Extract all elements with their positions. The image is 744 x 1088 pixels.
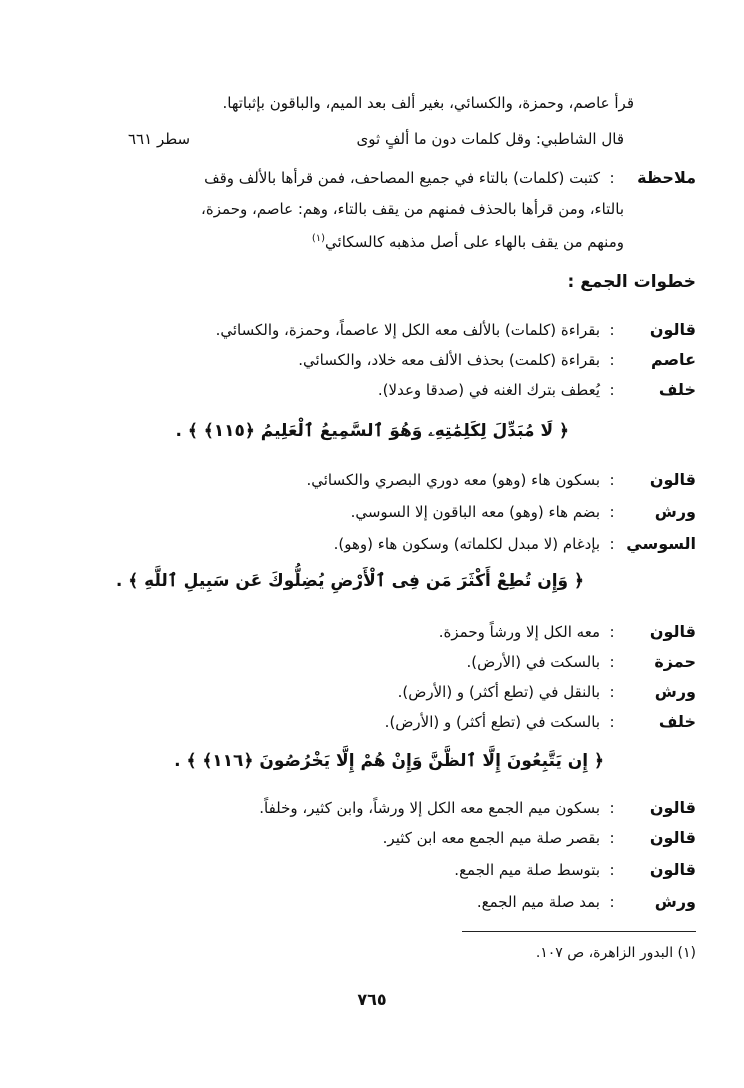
reader-label: ورش — [654, 682, 696, 701]
list-item — [378, 378, 696, 402]
reader-label: خلف — [658, 380, 696, 399]
quran-verse-2: ﴿ وَإِن تُطِعْ أَكْثَرَ مَن فِى ٱلْأَرْضِ يُضِلُّوكَ عَن سَبِيلِ ٱللَّهِ ﴾ . — [115, 571, 584, 591]
reader-label: خلف — [658, 712, 696, 731]
reader-label: قالون — [649, 622, 696, 641]
page-number: ٧٦٥ — [357, 990, 387, 1009]
list-item — [439, 620, 696, 644]
item-colon: : — [609, 351, 615, 369]
quran-verse-3: ﴿ إِن يَتَّبِعُونَ إِلَّا ٱلظَّنَّ وَإِنْ هُمْ إِلَّا يَخْرُصُونَ ﴿١١٦﴾ ﴾ . — [174, 751, 604, 771]
reading-text: بضم هاء (وهو) معه الباقون إلا السوسي. — [350, 503, 600, 521]
list-item — [398, 680, 696, 704]
reader-label: قالون — [649, 828, 696, 847]
list-item — [259, 796, 696, 820]
item-colon: : — [609, 471, 615, 489]
reading-text: بمد صلة ميم الجمع. — [476, 893, 600, 911]
note-line-3-wrap — [312, 228, 624, 253]
reader-label: قالون — [649, 470, 696, 489]
item-colon: : — [609, 623, 615, 641]
item-colon: : — [609, 683, 615, 701]
reader-label: قالون — [649, 320, 696, 339]
reading-text: بقصر صلة ميم الجمع معه ابن كثير. — [382, 829, 600, 847]
list-item — [306, 468, 696, 492]
item-colon: : — [609, 893, 615, 911]
reader-label: قالون — [649, 798, 696, 817]
item-colon: : — [609, 799, 615, 817]
list-item — [351, 500, 696, 524]
reading-text: بسكون هاء (وهو) معه دوري البصري والكسائي. — [306, 471, 600, 489]
list-item — [334, 532, 696, 556]
reading-text: بإدغام (لا مبدل لكلماته) وسكون هاء (وهو). — [333, 535, 600, 553]
intro-line: قرأ عاصم، وحمزة، والكسائي، بغير ألف بعد الميم، والباقون بإثباتها. — [222, 94, 634, 112]
list-item — [467, 650, 697, 674]
section-heading: خطوات الجمع : — [567, 272, 696, 292]
list-item — [383, 826, 696, 850]
note-colon: : — [609, 169, 615, 187]
footnote: (١) البدور الزاهرة، ص ١٠٧. — [535, 945, 696, 961]
reader-label: ورش — [654, 892, 696, 911]
reading-text: بالنقل في (تطع أكثر) و (الأرض). — [397, 683, 600, 701]
item-colon: : — [609, 503, 615, 521]
item-colon: : — [609, 861, 615, 879]
shatibi-line-ref: سطر ٦٦١ — [128, 130, 191, 148]
list-item — [477, 890, 696, 914]
note-line-2: بالتاء، ومن قرأها بالحذف فمنهم من يقف بالتاء، وهم: عاصم، وحمزة، — [201, 200, 624, 218]
reading-text: بقراءة (كلمت) بحذف الألف معه خلاد، والكسائي. — [298, 351, 600, 369]
item-colon: : — [609, 653, 615, 671]
quran-verse-1: ﴿ لَا مُبَدِّلَ لِكَلِمَٰتِهِۦ وَهُوَ ٱلسَّمِيعُ ٱلْعَلِيمُ ﴿١١٥﴾ ﴾ . — [175, 421, 569, 441]
reader-label: قالون — [649, 860, 696, 879]
item-colon: : — [609, 381, 615, 399]
note-line-3: ومنهم من يقف بالهاء على أصل مذهبه كالسكائي — [325, 233, 624, 251]
list-item — [298, 348, 696, 372]
reader-label: حمزة — [654, 652, 696, 671]
reading-text: بتوسط صلة ميم الجمع. — [454, 861, 600, 879]
footnote-separator — [462, 931, 696, 932]
reader-label: عاصم — [651, 350, 696, 369]
note-row — [204, 166, 696, 190]
list-item — [385, 710, 696, 734]
reading-text: بقراءة (كلمات) بالألف معه الكل إلا عاصماً، وحمزة، والكسائي. — [215, 321, 600, 339]
footnote-mark: (١) — [311, 233, 326, 244]
list-item — [216, 318, 696, 342]
note-line-1: كتبت (كلمات) بالتاء في جميع المصاحف، فمن قرأها بالألف وقف — [204, 169, 600, 187]
list-item — [454, 858, 696, 882]
item-colon: : — [609, 535, 615, 553]
item-colon: : — [609, 321, 615, 339]
shatibi-quote: قال الشاطبي: وقل كلمات دون ما ألفٍ ثوى — [356, 130, 624, 148]
reading-text: يُعطف بترك الغنه في (صدقا وعدلا). — [377, 381, 600, 399]
note-label: ملاحظة — [637, 168, 696, 187]
reading-text: بالسكت في (الأرض). — [466, 653, 600, 671]
reading-text: بالسكت في (تطع أكثر) و (الأرض). — [384, 713, 600, 731]
reading-text: معه الكل إلا ورشاً وحمزة. — [438, 623, 600, 641]
reading-text: بسكون ميم الجمع معه الكل إلا ورشاً، وابن كثير، وخلفاً. — [259, 799, 600, 817]
reader-label: السوسي — [626, 534, 696, 553]
reader-label: ورش — [654, 502, 696, 521]
item-colon: : — [609, 829, 615, 847]
item-colon: : — [609, 713, 615, 731]
